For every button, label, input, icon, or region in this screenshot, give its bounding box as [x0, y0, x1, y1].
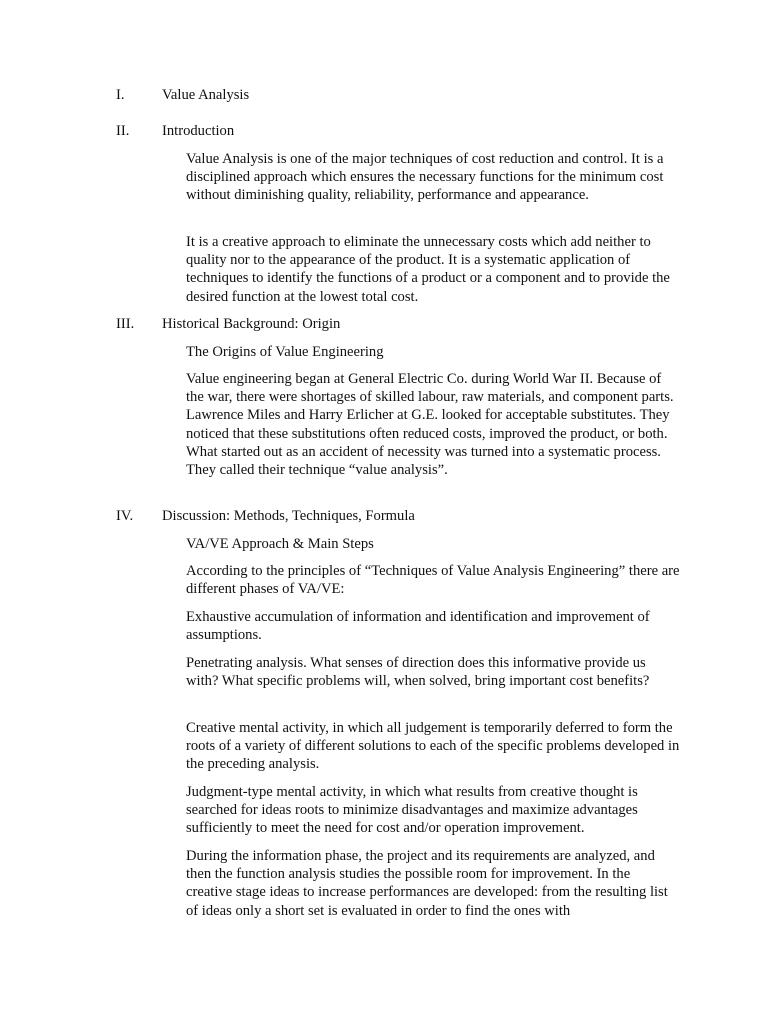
- intro-paragraph-1: Value Analysis is one of the major techniques of cost reduction and control. It is a disciplined approach which ensures the necessary functions for the minimum cost without diminishing quality, reliability, performance and appearance.: [186, 151, 664, 204]
- discussion-paragraph-6: During the information phase, the project and its requirements are analyzed, and then the function analysis studies the possible room for improvement. In the creative stage ideas to increase performances are developed: from the resulting list of ideas only a short set is evaluated in order to find the ones with: [186, 848, 668, 919]
- origin-paragraph: Value engineering began at General Electric Co. during World War II. Because of the war, there were shortages of skilled labour, raw materials, and component parts. Lawrence Miles and Harry Erlicher at G.E. looked for acceptable substitutes. They noticed that these substitutions often reduced costs, improved the product, or both. What started out as an accident of necessity was turned into a systematic process. They called their technique “value analysis”.: [186, 371, 674, 479]
- discussion-paragraph-1: According to the principles of “Techniques of Value Analysis Engineering” there are different phases of VA/VE:: [186, 563, 680, 598]
- section-number: I.: [116, 87, 125, 103]
- intro-paragraph-2: It is a creative approach to eliminate the unnecessary costs which add neither to quality nor to the appearance of the product. It is a systematic application of techniques to identify the functions of a product or a component and to provide the desired function at the lowest total cost.: [186, 234, 670, 305]
- section-title: Historical Background: Origin: [162, 316, 341, 332]
- section-title: Introduction: [162, 123, 235, 139]
- discussion-paragraph-5: Judgment-type mental activity, in which what results from creative thought is searched for ideas roots to minimize disadvantages and maximize advantages sufficiently to meet the need for cost and/or operation improvement.: [186, 784, 638, 837]
- discussion-paragraph-4: Creative mental activity, in which all judgement is temporarily deferred to form the roots of a variety of different solutions to each of the specific problems developed in the preceding analysis.: [186, 720, 680, 773]
- section-number: II.: [116, 123, 130, 139]
- discussion-paragraph-3: Penetrating analysis. What senses of direction does this informative provide us with? What specific problems will, when solved, bring important cost benefits?: [186, 655, 650, 690]
- discussion-paragraph-2: Exhaustive accumulation of information and identification and improvement of assumptions.: [186, 609, 650, 644]
- origin-subheading: The Origins of Value Engineering: [186, 344, 384, 360]
- section-heading-3: [116, 315, 676, 335]
- section-number: III.: [116, 316, 135, 332]
- section-title: Value Analysis: [162, 87, 250, 103]
- discussion-subheading: VA/VE Approach & Main Steps: [186, 536, 374, 552]
- section-heading-2: [116, 122, 676, 142]
- section-number: IV.: [116, 508, 134, 524]
- section-title: Discussion: Methods, Techniques, Formula: [162, 508, 415, 524]
- section-heading-1: [116, 86, 676, 106]
- section-heading-4: [116, 507, 676, 527]
